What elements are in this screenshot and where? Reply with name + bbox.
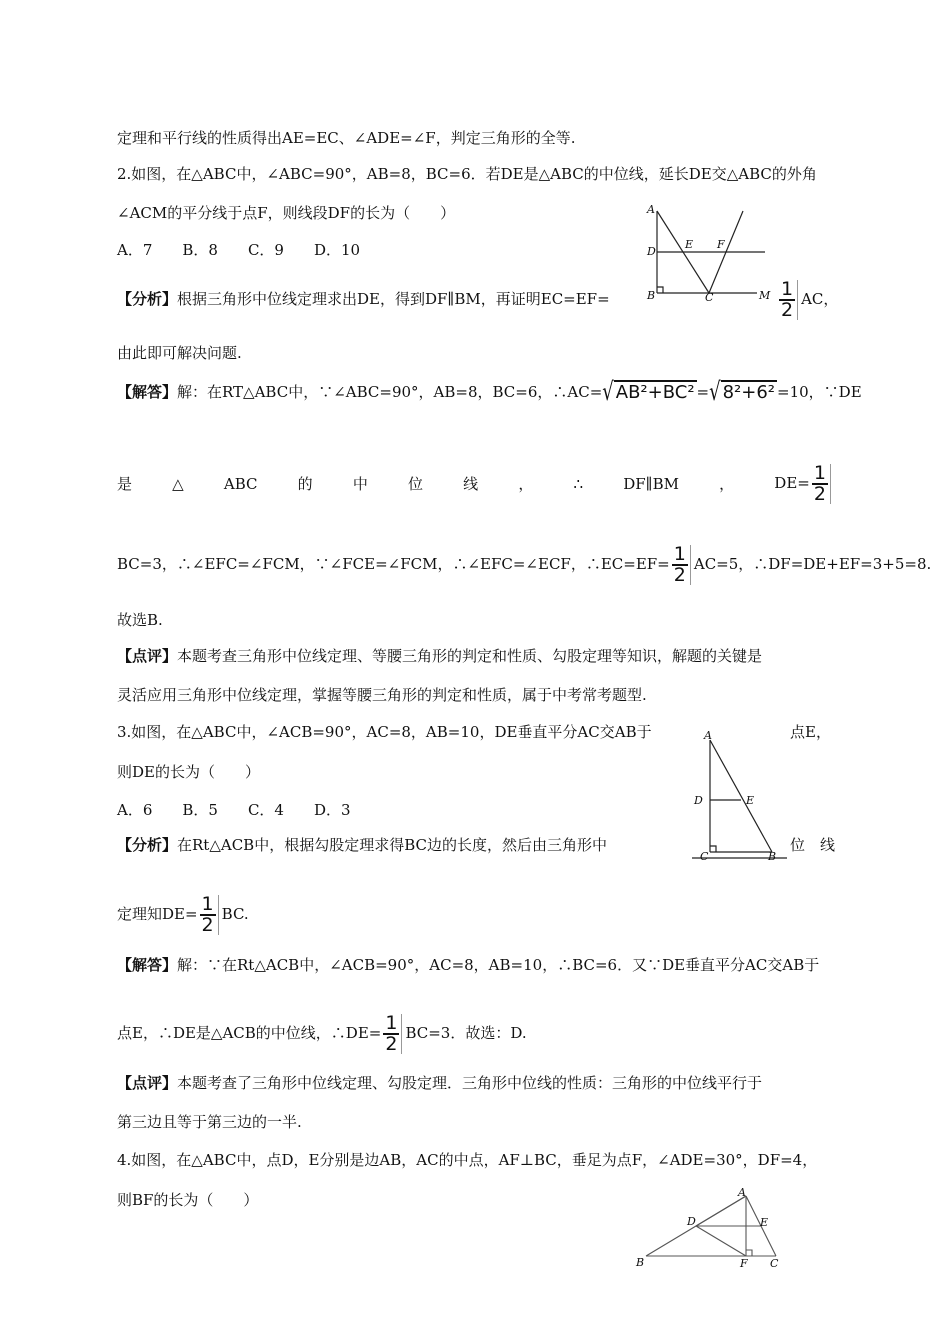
q3-analysis-tail: 位 线: [790, 836, 836, 854]
fig3-label-b: B: [768, 850, 777, 863]
q3-analysis-line1: 【分析】在Rt△ACB中，根据勾股定理求得BC边的长度，然后由三角形中: [117, 836, 607, 854]
fig2-label-d: D: [647, 245, 656, 258]
q4-stem-line2: 则BF的长为（ ）: [117, 1191, 259, 1209]
fig2-label-b: B: [647, 289, 656, 302]
q2-answer-line2: 是 △ ABC 的 中 位 线 ， ∴ DF∥BM ， DE= $\frac{1}{2}$: [117, 464, 834, 504]
q2-analysis: [117, 289, 610, 309]
q2-review-line2: 灵活应用三角形中位线定理，掌握等腰三角形的判定和性质，属于中考常考题型.: [117, 686, 647, 704]
fraction-half: $\frac{1}{2}$: [383, 1014, 402, 1054]
q2-analysis-text-c: 由此即可解决问题.: [117, 344, 242, 362]
q3-choices: A．6 B．5 C．4 D．3: [117, 801, 351, 819]
fig2-label-a: A: [647, 203, 655, 216]
fraction-half: $\frac{1}{2}$: [200, 895, 219, 935]
fraction-half: $\frac{1}{2}$: [779, 280, 798, 320]
q3-analysis-tag: 【分析】: [117, 836, 178, 854]
q2-analysis-end: [777, 280, 838, 320]
q2-analysis-text-b: AC，: [801, 290, 839, 308]
fraction-half: $\frac{1}{2}$: [812, 464, 831, 504]
q3-review-line1: 【点评】本题考查了三角形中位线定理、勾股定理．三角形中位线的性质：三角形的中位线平行于: [117, 1074, 763, 1092]
q3-stem-line1: 3.如图，在△ABC中，∠ACB=90°，AC=8，AB=10，DE垂直平分AC交AB于: [117, 723, 652, 741]
fraction-half: $\frac{1}{2}$: [672, 545, 691, 585]
q2-figure: [645, 203, 795, 303]
q3-analysis-line2: 定理知DE= $\frac{1}{2}$ BC.: [117, 893, 249, 936]
sqrt-expression-1: √ AB²+BC²: [602, 377, 695, 407]
q2-analysis-tag: 【分析】: [117, 290, 178, 308]
q3-answer-line1: 【解答】解：∵在Rt△ACB中，∠ACB=90°，AC=8，AB=10，∴BC=6．又∵DE垂直平分AC交AB于: [117, 956, 820, 974]
q2-choices: A．7 B．8 C．9 D．10: [117, 241, 361, 259]
q2-analysis-text-a: 根据三角形中位线定理求出DE，得到DF∥BM，再证明EC=EF=: [177, 290, 610, 308]
fig2-label-f: F: [717, 238, 725, 251]
q2-answer-line1: 【解答】解：在RT△ABC中，∵∠ABC=90°，AB=8，BC=6，∴AC=√ AB²+BC² =√ 8²+6² =10，∵DE: [117, 377, 862, 407]
q4-figure: [630, 1188, 790, 1270]
q2-stem-line1: 2.如图，在△ABC中，∠ABC=90°，AB=8，BC=6．若DE是△ABC的中位线，延长DE交△ABC的外角: [117, 165, 817, 183]
fig3-label-a: A: [704, 729, 712, 742]
q3-answer-line2: 点E，∴DE是△ACB的中位线，∴DE= $\frac{1}{2}$ BC=3．故选：D.: [117, 1012, 527, 1055]
intro-line: 定理和平行线的性质得出AE=EC、∠ADE=∠F，判定三角形的全等.: [117, 129, 576, 147]
q3-answer-tag: 【解答】: [117, 956, 178, 974]
fig3-label-e: E: [746, 794, 755, 807]
q2-answer-tag: 【解答】: [117, 383, 178, 401]
q2-conclusion: 故选B.: [117, 611, 163, 629]
q3-stem-line1-tail: 点E，: [790, 723, 831, 741]
fig4-label-f: F: [740, 1257, 748, 1270]
q3-figure: [692, 728, 792, 864]
q2-answer-line3: BC=3，∴∠EFC=∠FCM，∵∠FCE=∠FCM，∴∠EFC=∠ECF，∴EC=EF= $\frac{1}{2}$ AC=5，∴DF=DE+EF=3+5=8.: [117, 543, 932, 586]
q3-stem-line2: 则DE的长为（ ）: [117, 763, 260, 781]
fig2-label-c: C: [705, 291, 714, 303]
fig4-label-c: C: [770, 1257, 779, 1270]
fig4-label-a: A: [738, 1188, 746, 1199]
q3-review-tag: 【点评】: [117, 1074, 178, 1092]
sqrt-expression-2: √ 8²+6²: [709, 377, 776, 407]
fig2-label-e: E: [685, 238, 694, 251]
fig4-label-d: D: [687, 1215, 696, 1228]
q4-stem-line1: 4.如图，在△ABC中，点D，E分别是边AB，AC的中点，AF⊥BC，垂足为点F，∠ADE=30°，DF=4，: [117, 1151, 818, 1169]
q2-review-line1: 【点评】本题考查三角形中位线定理、等腰三角形的判定和性质、勾股定理等知识，解题的关键是: [117, 647, 763, 665]
fig4-label-b: B: [636, 1256, 645, 1269]
fig3-label-c: C: [700, 850, 709, 863]
q2-review-tag: 【点评】: [117, 647, 178, 665]
q3-review-line2: 第三边且等于第三边的一半.: [117, 1113, 302, 1131]
fig4-label-e: E: [760, 1216, 769, 1229]
fig2-label-m: M: [759, 289, 771, 302]
q2-stem-line2: ∠ACM的平分线于点F，则线段DF的长为（ ）: [117, 204, 456, 222]
fig3-label-d: D: [694, 794, 703, 807]
